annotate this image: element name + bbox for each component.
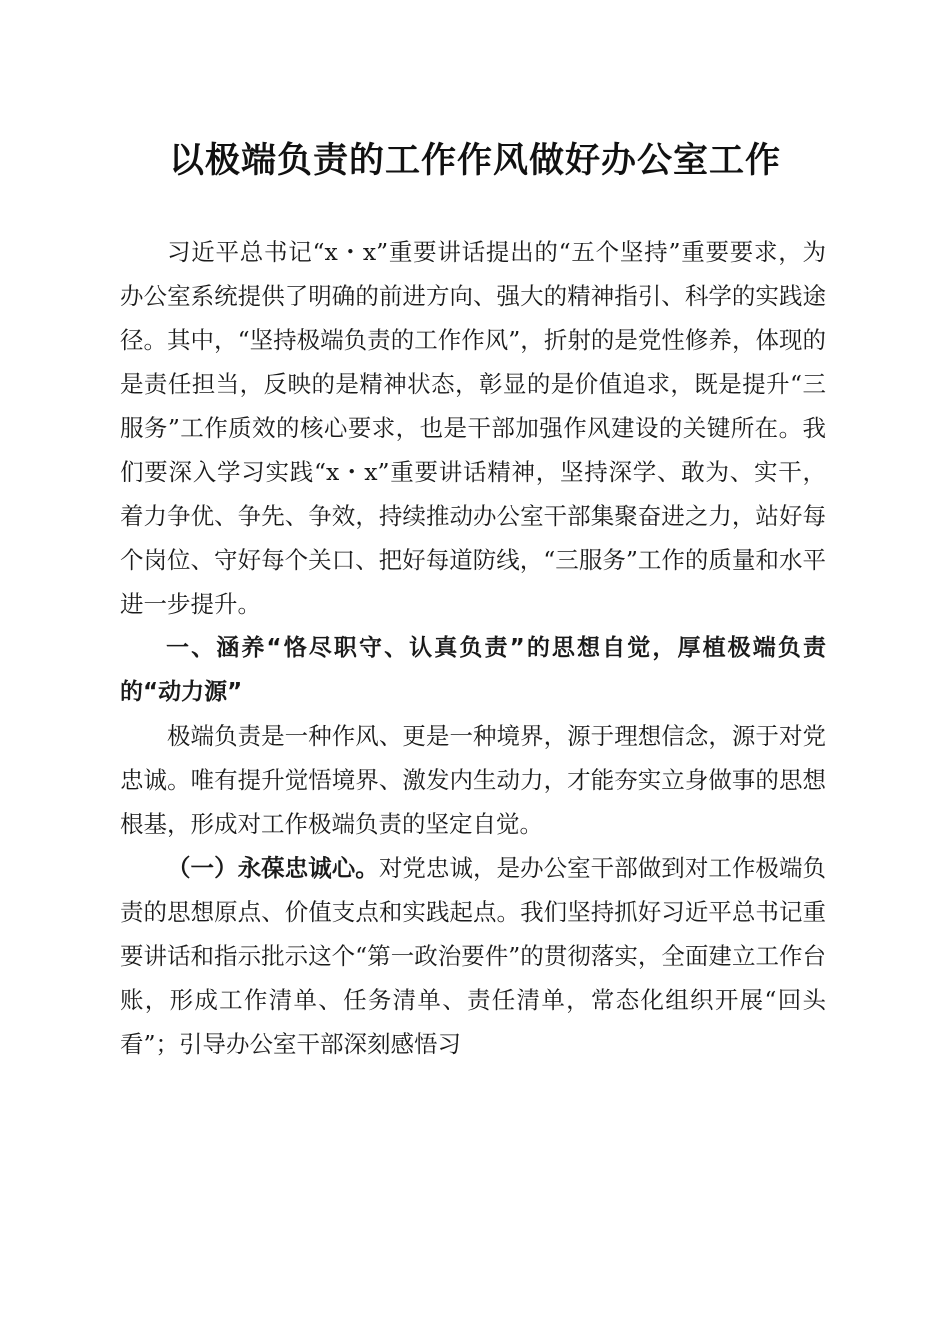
section-1-paragraph: 极端负责是一种作风、更是一种境界，源于理想信念，源于对党忠诚。唯有提升觉悟境界、激发内生动力，才能夯实立身做事的思想根基，形成对工作极端负责的坚定自觉。 <box>120 722 826 838</box>
section-heading-1: 一、涵养“恪尽职守、认真负责”的思想自觉，厚植极端负责的“动力源” <box>120 635 826 705</box>
subsection-1-text: 对党忠诚，是办公室干部做到对工作极端负责的思想原点、价值支点和实践起点。我们坚持抓好习近平总书记重要讲话和指示批示这个“第一政治要件”的贯彻落实，全面建立工作台账，形成工作清单、任务清单、责任清单，常态化组织开展“回头看”；引导办公室干部深刻感悟习 <box>120 854 827 1058</box>
document-body <box>120 230 826 1066</box>
subsection-1-paragraph <box>120 846 826 1066</box>
intro-paragraph: 习近平总书记“x・x”重要讲话提出的“五个坚持”重要要求，为办公室系统提供了明确的前进方向、强大的精神指引、科学的实践途径。其中，“坚持极端负责的工作作风”，折射的是党性修养，体现的是责任担当，反映的是精神状态，彰显的是价值追求，既是提升“三服务”工作质效的核心要求，也是干部加强作风建设的关键所在。我们要深入学习实践“x・x”重要讲话精神，坚持深学、敢为、实干，着力争优、争先、争效，持续推动办公室干部集聚奋进之力，站好每个岗位、守好每个关口、把好每道防线，“三服务”工作的质量和水平进一步提升。 <box>120 238 826 618</box>
subsection-heading-1: （一）永葆忠诚心。 <box>167 854 379 882</box>
document-title: 以极端负责的工作作风做好办公室工作 <box>168 140 781 181</box>
